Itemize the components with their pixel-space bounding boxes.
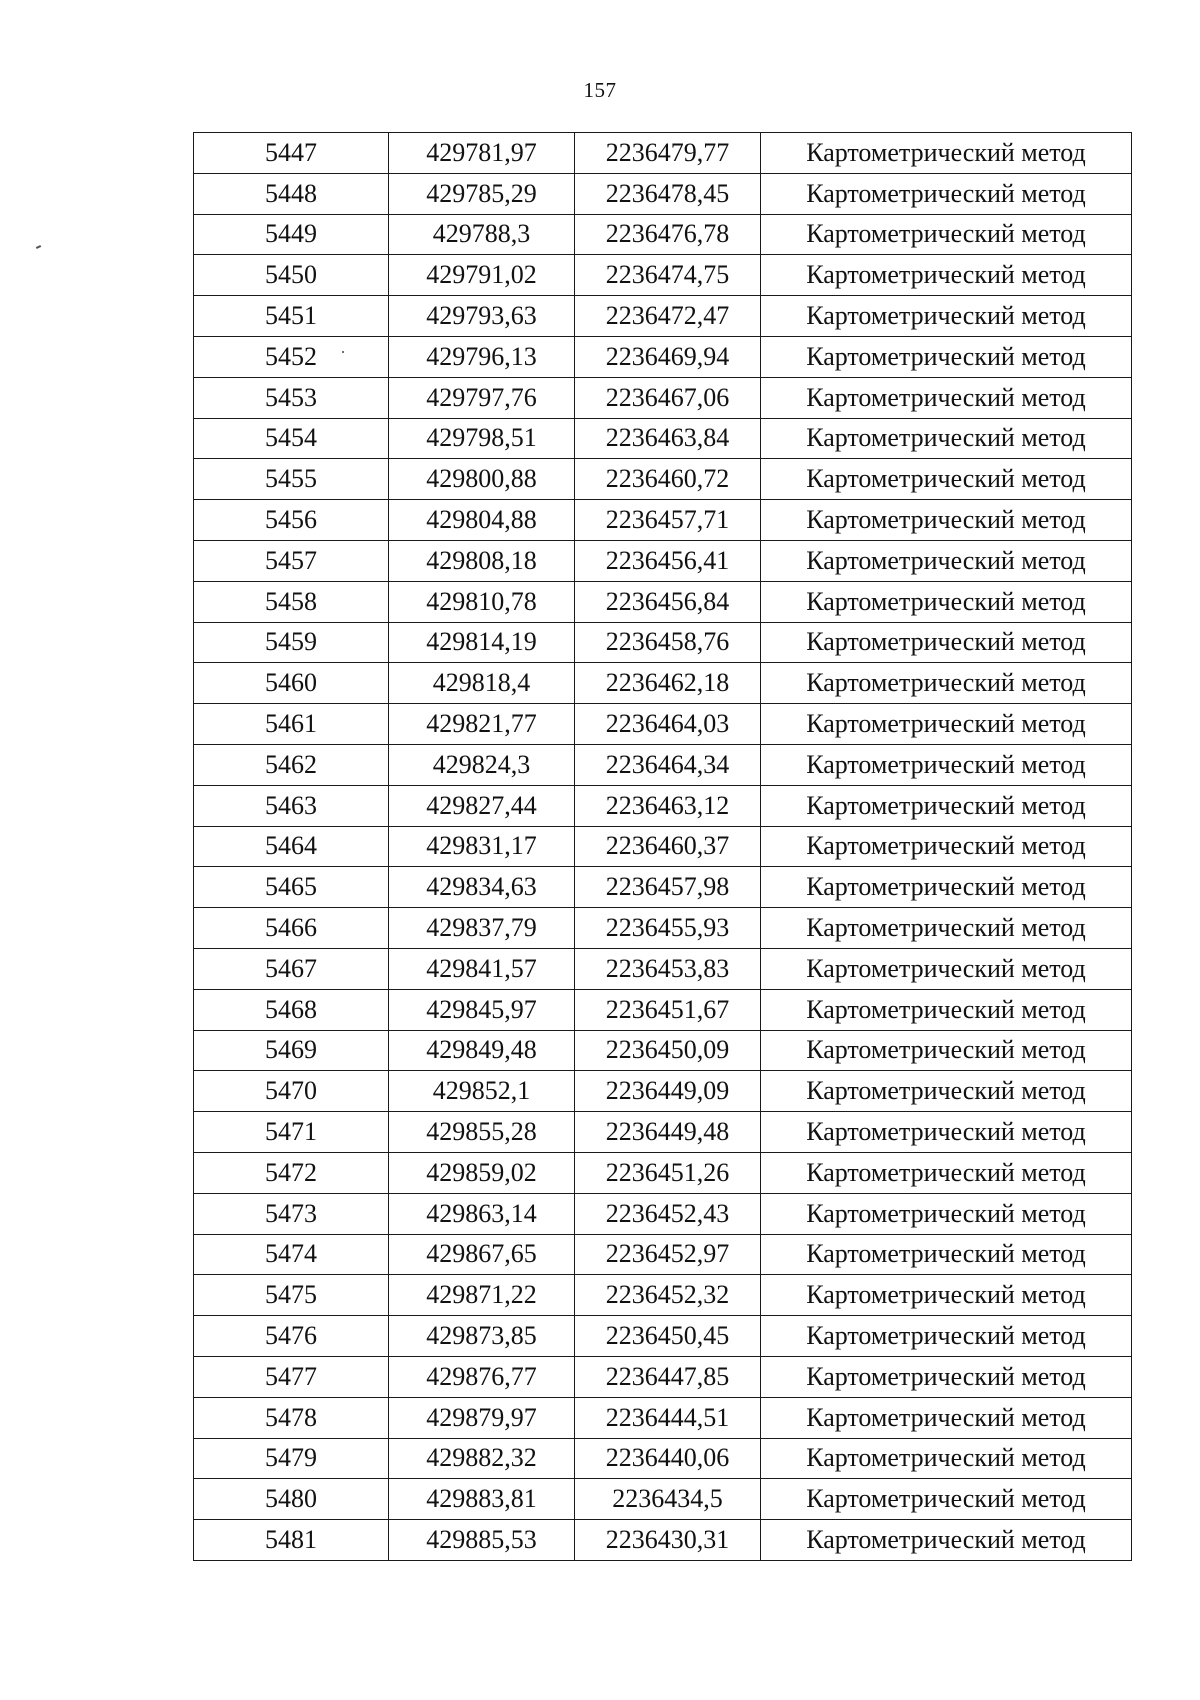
y-coordinate-cell: 2236450,45 — [575, 1316, 761, 1357]
coordinates-table-body — [194, 133, 1132, 1561]
x-coordinate-cell: 429814,19 — [389, 622, 575, 663]
y-coordinate-cell: 2236452,43 — [575, 1193, 761, 1234]
y-coordinate-cell: 2236457,98 — [575, 867, 761, 908]
y-coordinate-cell: 2236472,47 — [575, 296, 761, 337]
table-row — [194, 622, 1132, 663]
table-row — [194, 1234, 1132, 1275]
point-number-cell: 5479 — [194, 1438, 389, 1479]
x-coordinate-cell: 429785,29 — [389, 173, 575, 214]
x-coordinate-cell: 429852,1 — [389, 1071, 575, 1112]
point-number-cell: 5462 — [194, 744, 389, 785]
method-cell: Картометрический метод — [761, 948, 1132, 989]
point-number-cell: 5468 — [194, 989, 389, 1030]
y-coordinate-cell: 2236463,84 — [575, 418, 761, 459]
method-cell: Картометрический метод — [761, 867, 1132, 908]
method-cell: Картометрический метод — [761, 296, 1132, 337]
x-coordinate-cell: 429781,97 — [389, 133, 575, 174]
y-coordinate-cell: 2236469,94 — [575, 336, 761, 377]
table-row — [194, 581, 1132, 622]
method-cell: Картометрический метод — [761, 500, 1132, 541]
table-row — [194, 1438, 1132, 1479]
method-cell: Картометрический метод — [761, 173, 1132, 214]
method-cell: Картометрический метод — [761, 255, 1132, 296]
point-number-cell: 5477 — [194, 1356, 389, 1397]
x-coordinate-cell: 429841,57 — [389, 948, 575, 989]
method-cell: Картометрический метод — [761, 1275, 1132, 1316]
point-number-cell: 5480 — [194, 1479, 389, 1520]
method-cell: Картометрический метод — [761, 1112, 1132, 1153]
x-coordinate-cell: 429867,65 — [389, 1234, 575, 1275]
method-cell: Картометрический метод — [761, 908, 1132, 949]
y-coordinate-cell: 2236456,41 — [575, 540, 761, 581]
method-cell: Картометрический метод — [761, 744, 1132, 785]
table-row — [194, 214, 1132, 255]
method-cell: Картометрический метод — [761, 540, 1132, 581]
y-coordinate-cell: 2236458,76 — [575, 622, 761, 663]
method-cell: Картометрический метод — [761, 1316, 1132, 1357]
y-coordinate-cell: 2236440,06 — [575, 1438, 761, 1479]
y-coordinate-cell: 2236430,31 — [575, 1520, 761, 1561]
x-coordinate-cell: 429882,32 — [389, 1438, 575, 1479]
point-number-cell: 5476 — [194, 1316, 389, 1357]
method-cell: Картометрический метод — [761, 785, 1132, 826]
point-number-cell: 5474 — [194, 1234, 389, 1275]
table-row — [194, 663, 1132, 704]
x-coordinate-cell: 429818,4 — [389, 663, 575, 704]
table-row — [194, 418, 1132, 459]
y-coordinate-cell: 2236447,85 — [575, 1356, 761, 1397]
y-coordinate-cell: 2236464,34 — [575, 744, 761, 785]
y-coordinate-cell: 2236467,06 — [575, 377, 761, 418]
method-cell: Картометрический метод — [761, 1152, 1132, 1193]
table-row — [194, 1356, 1132, 1397]
y-coordinate-cell: 2236479,77 — [575, 133, 761, 174]
point-number-cell: 5447 — [194, 133, 389, 174]
x-coordinate-cell: 429879,97 — [389, 1397, 575, 1438]
table-row — [194, 908, 1132, 949]
method-cell: Картометрический метод — [761, 377, 1132, 418]
point-number-cell: 5451 — [194, 296, 389, 337]
y-coordinate-cell: 2236449,09 — [575, 1071, 761, 1112]
y-coordinate-cell: 2236434,5 — [575, 1479, 761, 1520]
y-coordinate-cell: 2236460,72 — [575, 459, 761, 500]
x-coordinate-cell: 429804,88 — [389, 500, 575, 541]
table-row — [194, 500, 1132, 541]
x-coordinate-cell: 429791,02 — [389, 255, 575, 296]
x-coordinate-cell: 429855,28 — [389, 1112, 575, 1153]
point-number-cell: 5473 — [194, 1193, 389, 1234]
method-cell: Картометрический метод — [761, 1397, 1132, 1438]
method-cell: Картометрический метод — [761, 459, 1132, 500]
table-row — [194, 459, 1132, 500]
method-cell: Картометрический метод — [761, 826, 1132, 867]
point-number-cell: 5463 — [194, 785, 389, 826]
table-row — [194, 173, 1132, 214]
point-number-cell: 5466 — [194, 908, 389, 949]
table-row — [194, 1112, 1132, 1153]
point-number-cell: 5460 — [194, 663, 389, 704]
point-number-cell: 5470 — [194, 1071, 389, 1112]
method-cell: Картометрический метод — [761, 663, 1132, 704]
table-row — [194, 1071, 1132, 1112]
y-coordinate-cell: 2236460,37 — [575, 826, 761, 867]
x-coordinate-cell: 429824,3 — [389, 744, 575, 785]
coordinates-table — [193, 132, 1132, 1561]
x-coordinate-cell: 429793,63 — [389, 296, 575, 337]
point-number-cell: 5472 — [194, 1152, 389, 1193]
y-coordinate-cell: 2236464,03 — [575, 704, 761, 745]
table-row — [194, 1316, 1132, 1357]
table-row — [194, 1397, 1132, 1438]
point-number-cell: 5450 — [194, 255, 389, 296]
scan-artifact-mark — [36, 245, 41, 249]
table-row — [194, 826, 1132, 867]
point-number-cell: 5453 — [194, 377, 389, 418]
table-row — [194, 867, 1132, 908]
method-cell: Картометрический метод — [761, 622, 1132, 663]
method-cell: Картометрический метод — [761, 1234, 1132, 1275]
x-coordinate-cell: 429827,44 — [389, 785, 575, 826]
method-cell: Картометрический метод — [761, 1438, 1132, 1479]
method-cell: Картометрический метод — [761, 581, 1132, 622]
point-number-cell: 5461 — [194, 704, 389, 745]
method-cell: Картометрический метод — [761, 336, 1132, 377]
table-row — [194, 336, 1132, 377]
point-number-cell: 5452 — [194, 336, 389, 377]
table-row — [194, 377, 1132, 418]
point-number-cell: 5455 — [194, 459, 389, 500]
method-cell: Картометрический метод — [761, 1193, 1132, 1234]
y-coordinate-cell: 2236452,32 — [575, 1275, 761, 1316]
x-coordinate-cell: 429863,14 — [389, 1193, 575, 1234]
point-number-cell: 5475 — [194, 1275, 389, 1316]
method-cell: Картометрический метод — [761, 133, 1132, 174]
y-coordinate-cell: 2236478,45 — [575, 173, 761, 214]
y-coordinate-cell: 2236451,26 — [575, 1152, 761, 1193]
point-number-cell: 5448 — [194, 173, 389, 214]
y-coordinate-cell: 2236450,09 — [575, 1030, 761, 1071]
point-number-cell: 5467 — [194, 948, 389, 989]
x-coordinate-cell: 429885,53 — [389, 1520, 575, 1561]
point-number-cell: 5449 — [194, 214, 389, 255]
table-row — [194, 704, 1132, 745]
table-row — [194, 255, 1132, 296]
x-coordinate-cell: 429871,22 — [389, 1275, 575, 1316]
method-cell: Картометрический метод — [761, 214, 1132, 255]
y-coordinate-cell: 2236456,84 — [575, 581, 761, 622]
x-coordinate-cell: 429859,02 — [389, 1152, 575, 1193]
table-row — [194, 1152, 1132, 1193]
x-coordinate-cell: 429796,13 — [389, 336, 575, 377]
table-row — [194, 785, 1132, 826]
point-number-cell: 5456 — [194, 500, 389, 541]
x-coordinate-cell: 429876,77 — [389, 1356, 575, 1397]
table-row — [194, 744, 1132, 785]
x-coordinate-cell: 429873,85 — [389, 1316, 575, 1357]
y-coordinate-cell: 2236463,12 — [575, 785, 761, 826]
page-number: 157 — [583, 78, 617, 102]
y-coordinate-cell: 2236453,83 — [575, 948, 761, 989]
table-row — [194, 1193, 1132, 1234]
y-coordinate-cell: 2236449,48 — [575, 1112, 761, 1153]
table-row — [194, 1479, 1132, 1520]
x-coordinate-cell: 429883,81 — [389, 1479, 575, 1520]
x-coordinate-cell: 429808,18 — [389, 540, 575, 581]
table-row — [194, 948, 1132, 989]
point-number-cell: 5481 — [194, 1520, 389, 1561]
y-coordinate-cell: 2236455,93 — [575, 908, 761, 949]
y-coordinate-cell: 2236451,67 — [575, 989, 761, 1030]
table-row — [194, 1520, 1132, 1561]
point-number-cell: 5459 — [194, 622, 389, 663]
table-row — [194, 296, 1132, 337]
point-number-cell: 5471 — [194, 1112, 389, 1153]
point-number-cell: 5457 — [194, 540, 389, 581]
method-cell: Картометрический метод — [761, 1071, 1132, 1112]
point-number-cell: 5464 — [194, 826, 389, 867]
point-number-cell: 5454 — [194, 418, 389, 459]
y-coordinate-cell: 2236452,97 — [575, 1234, 761, 1275]
method-cell: Картометрический метод — [761, 418, 1132, 459]
x-coordinate-cell: 429831,17 — [389, 826, 575, 867]
point-number-cell: 5465 — [194, 867, 389, 908]
method-cell: Картометрический метод — [761, 704, 1132, 745]
x-coordinate-cell: 429797,76 — [389, 377, 575, 418]
method-cell: Картометрический метод — [761, 1479, 1132, 1520]
y-coordinate-cell: 2236476,78 — [575, 214, 761, 255]
table-row — [194, 1030, 1132, 1071]
table-row — [194, 989, 1132, 1030]
table-row — [194, 540, 1132, 581]
y-coordinate-cell: 2236444,51 — [575, 1397, 761, 1438]
x-coordinate-cell: 429800,88 — [389, 459, 575, 500]
x-coordinate-cell: 429837,79 — [389, 908, 575, 949]
method-cell: Картометрический метод — [761, 1356, 1132, 1397]
method-cell: Картометрический метод — [761, 1030, 1132, 1071]
x-coordinate-cell: 429810,78 — [389, 581, 575, 622]
x-coordinate-cell: 429849,48 — [389, 1030, 575, 1071]
point-number-cell: 5478 — [194, 1397, 389, 1438]
y-coordinate-cell: 2236474,75 — [575, 255, 761, 296]
x-coordinate-cell: 429798,51 — [389, 418, 575, 459]
x-coordinate-cell: 429788,3 — [389, 214, 575, 255]
x-coordinate-cell: 429845,97 — [389, 989, 575, 1030]
x-coordinate-cell: 429834,63 — [389, 867, 575, 908]
point-number-cell: 5458 — [194, 581, 389, 622]
y-coordinate-cell: 2236457,71 — [575, 500, 761, 541]
method-cell: Картометрический метод — [761, 1520, 1132, 1561]
method-cell: Картометрический метод — [761, 989, 1132, 1030]
table-row — [194, 1275, 1132, 1316]
y-coordinate-cell: 2236462,18 — [575, 663, 761, 704]
table-row — [194, 133, 1132, 174]
point-number-cell: 5469 — [194, 1030, 389, 1071]
x-coordinate-cell: 429821,77 — [389, 704, 575, 745]
